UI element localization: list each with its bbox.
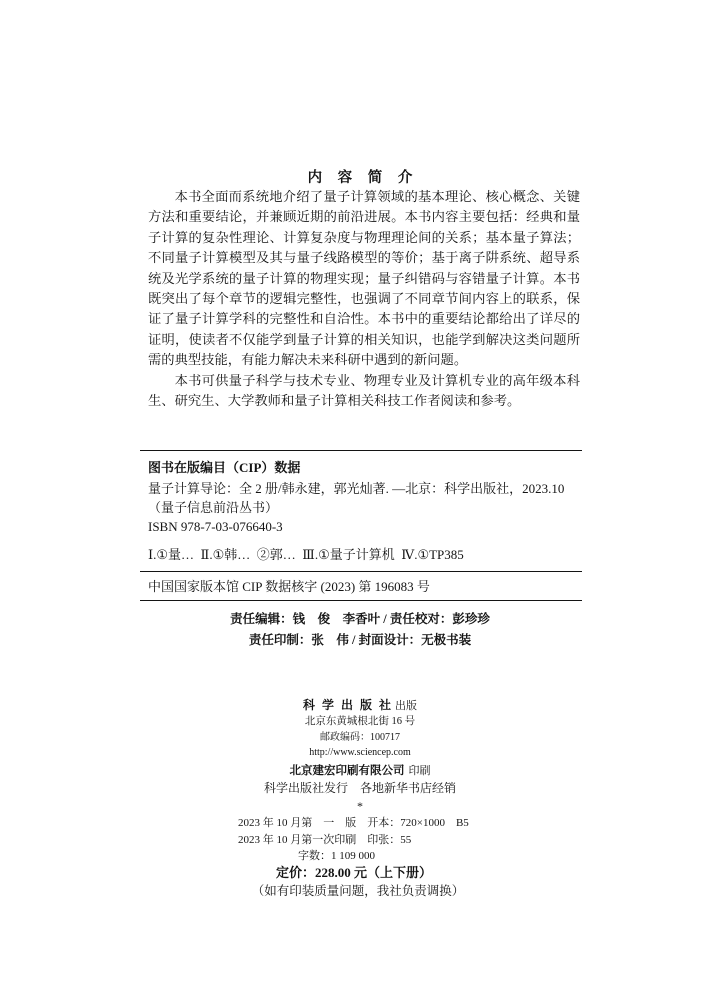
price: 定价：228.00 元（上下册） — [275, 865, 432, 880]
cip-isbn: ISBN 978-7-03-076640-3 — [148, 519, 283, 534]
separator-asterisk: * — [357, 799, 363, 813]
intro-line: 需的典型技能，有能力解决未来科研中遇到的新问题。 — [148, 352, 468, 368]
printing-info: 2023 年 10 月第一次印刷 印张：55 — [238, 834, 412, 846]
publisher-line — [0, 697, 720, 714]
printer-name: 北京建宏印刷有限公司 — [289, 765, 405, 777]
intro-line: 本书可供量子科学与技术专业、物理专业及计算机专业的高年级本科 — [174, 372, 580, 388]
publisher-address: 北京东黄城根北街 16 号 — [304, 716, 416, 727]
publisher-postcode: 邮政编码：100717 — [320, 732, 400, 743]
cip-citation: 量子计算导论：全 2 册/韩永建，郭光灿著. —北京：科学出版社，2023.10 — [148, 481, 565, 496]
publisher-name: 科 学 出 版 社 — [302, 698, 391, 712]
edition-info: 2023 年 10 月第 一 版 开本：720×1000 B5 — [238, 817, 469, 829]
cip-bottom-rule — [140, 600, 582, 601]
intro-line: 统及光学系统的量子计算的物理实现；量子纠错码与容错量子计算。本书 — [148, 270, 580, 286]
intro-line: 既突出了每个章节的逻辑完整性，也强调了不同章节间内容上的联系，保 — [148, 290, 580, 306]
printer-line — [0, 762, 720, 779]
intro-paragraph — [148, 371, 580, 412]
intro-line: 子计算的复杂性理论、计算复杂度与物理理论间的关系；基本量子算法； — [148, 229, 580, 245]
intro-paragraph — [148, 187, 580, 371]
cip-series: （量子信息前沿丛书） — [148, 500, 279, 515]
credits-production: 责任印制：张 伟 / 封面设计：无极书装 — [248, 633, 472, 647]
intro-line: 生、研究生、大学教师和量子计算相关科技工作者阅读和参考。 — [148, 392, 521, 408]
word-count: 字数：1 109 000 — [298, 850, 375, 862]
publisher-url: http://www.sciencep.com — [309, 747, 411, 758]
intro-body — [148, 187, 580, 411]
intro-title: 内 容 简 介 — [307, 170, 413, 186]
cip-number: 中国国家版本馆 CIP 数据核字 (2023) 第 196083 号 — [148, 579, 430, 594]
printer-suffix: 印刷 — [408, 765, 431, 777]
publisher-suffix: 出版 — [395, 700, 417, 712]
cip-classification: Ⅰ.①量… Ⅱ.①韩… ②郭… Ⅲ.①量子计算机 Ⅳ.①TP385 — [148, 547, 464, 562]
quality-notice: （如有印装质量问题，我社负责调换） — [251, 884, 465, 898]
distribution: 科学出版社发行 各地新华书店经销 — [263, 781, 456, 795]
intro-line: 不同量子计算模型及其与量子线路模型的等价；基于离子阱系统、超导系 — [148, 250, 580, 266]
cip-top-rule — [140, 450, 582, 451]
intro-line: 方法和重要结论，并兼顾近期的前沿进展。本书内容主要包括：经典和量 — [148, 209, 580, 225]
cip-middle-rule — [140, 571, 582, 572]
intro-line: 证明，使读者不仅能学到量子计算的相关知识，也能学到解决这类问题所 — [148, 331, 580, 347]
intro-line: 本书全面而系统地介绍了量子计算领域的基本理论、核心概念、关键 — [174, 189, 580, 204]
credits-editors: 责任编辑：钱 俊 李香叶 / 责任校对：彭珍珍 — [230, 612, 490, 626]
intro-line: 证了量子计算学科的完整性和自洽性。本书中的重要结论都给出了详尽的 — [148, 311, 580, 327]
cip-heading: 图书在版编目（CIP）数据 — [148, 460, 301, 475]
